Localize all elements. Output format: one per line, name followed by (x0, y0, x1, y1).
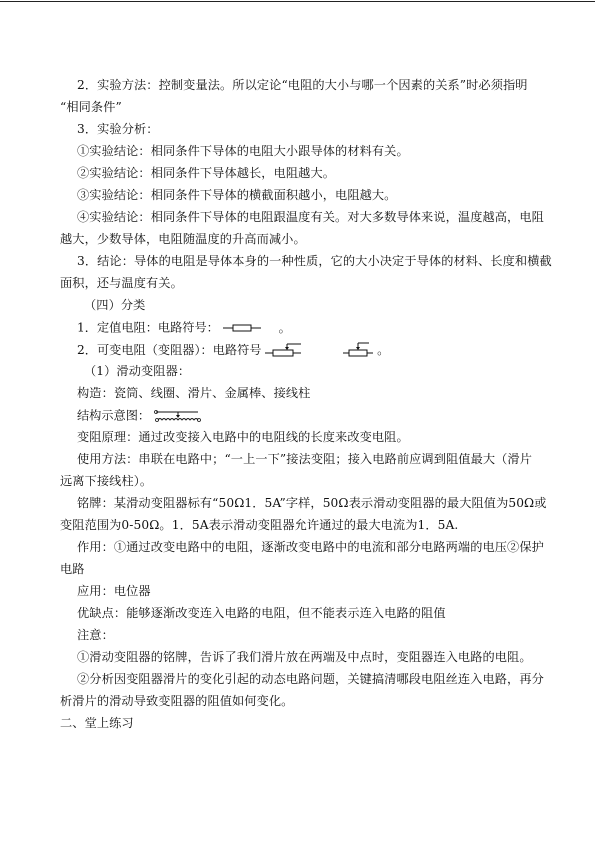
section-heading: （四）分类 (84, 298, 146, 312)
text-line: 析滑片的滑动导致变阻器的阻值如何变化。 (60, 694, 294, 708)
structure-diagram-label: 结构示意图： (77, 408, 151, 423)
text-line: 电路 (60, 562, 85, 576)
text-line: 注意： (77, 628, 114, 642)
text-line: 变阻范围为0-50Ω。1．5A表示滑动变阻器允许通过的最大电流为1．5A. (60, 518, 459, 532)
variable-resistor-label: 2．可变电阻（变阻器）：电路符号 (77, 343, 262, 357)
text-line: ②分析因变阻器滑片的变化引起的动态电路问题，关键搞清哪段电阻丝连入电路，再分 (77, 672, 544, 686)
variable-resistor-row (77, 341, 389, 359)
text-line: 优缺点：能够逐渐改变连入电路的电阻，但不能表示连入电路的阻值 (77, 606, 446, 620)
text-line: ①滑动变阻器的铭牌，告诉了我们滑片放在两端及中点时，变阻器连入电路的电阻。 (77, 650, 532, 664)
text-line: 远离下接线柱）。 (60, 474, 153, 488)
text-line: 构造：瓷筒、线圈、滑片、金属棒、接线柱 (77, 386, 311, 400)
text-line: 变阻原理：通过改变接入电路中的电阻线的长度来改变电阻。 (77, 430, 409, 444)
potentiometer-symbol-icon (343, 341, 373, 359)
text-line: ③实验结论：相同条件下导体的横截面积越小，电阻越大。 (77, 188, 397, 202)
fixed-resistor-row (77, 319, 291, 336)
fixed-resistor-symbol-icon (223, 323, 261, 333)
text-line: “相同条件” (60, 100, 122, 114)
text-line: 应用：电位器 (77, 584, 151, 598)
rheostat-symbol-icon (265, 341, 301, 359)
text-line: 作用：①通过改变电路中的电阻，逐渐改变电路中的电流和部分电路两端的电压②保护 (77, 540, 544, 554)
text-line: 面积，还与温度有关。 (60, 276, 183, 290)
text-line: 3．结论：导体的电阻是导体本身的一种性质，它的大小决定于导体的材料、长度和横截 (77, 254, 552, 268)
text-line: 2．实验方法：控制变量法。所以定论“电阻的大小与哪一个因素的关系”时必须指明 (77, 78, 528, 92)
text-line: ②实验结论：相同条件下导体越长，电阻越大。 (77, 166, 336, 180)
section-heading: 二、堂上练习 (60, 716, 134, 730)
text-line: ④实验结论：相同条件下导体的电阻跟温度有关。对大多数导体来说，温度越高，电阻 (77, 210, 544, 224)
fixed-resistor-label: 1．定值电阻：电路符号： (77, 320, 219, 335)
variable-resistor-suffix: 。 (377, 343, 390, 357)
text-line: 3．实验分析： (77, 122, 159, 136)
subsection-heading: （1）滑动变阻器： (84, 364, 191, 378)
rheostat-structure-diagram-icon (154, 409, 202, 423)
text-line: 使用方法：串联在电路中；“一上一下”接法变阻；接入电路前应调到阻值最大（滑片 (77, 452, 533, 466)
text-line: 越大，少数导体，电阻随温度的升高而减小。 (60, 232, 306, 246)
fixed-resistor-suffix: 。 (278, 320, 291, 335)
structure-diagram-row (77, 407, 202, 424)
text-line: ①实验结论：相同条件下导体的电阻大小跟导体的材料有关。 (77, 144, 409, 158)
top-rule (0, 1, 595, 2)
text-line: 铭牌：某滑动变阻器标有“50Ω1．5A”字样，50Ω表示滑动变阻器的最大阻值为50Ω或 (77, 496, 547, 510)
